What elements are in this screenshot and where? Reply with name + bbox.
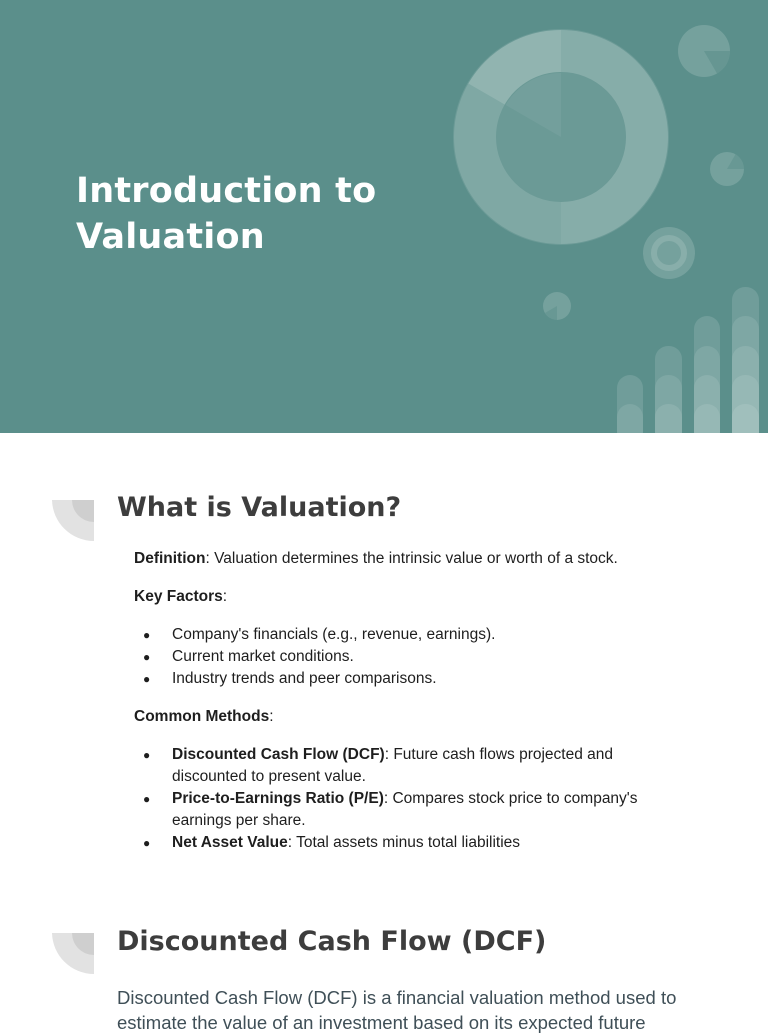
list-item: ● Industry trends and peer comparisons. (134, 668, 674, 690)
method-description: : Compares stock price to company's earnings per share. (172, 790, 638, 829)
key-factors-list (134, 624, 674, 690)
list-item (134, 788, 674, 832)
list-item (134, 744, 674, 788)
valuation-content (134, 548, 674, 870)
page-title (76, 168, 376, 260)
dcf-intro-paragraph: Discounted Cash Flow (DCF) is a financial valuation method used to estimate the value of an investment based on its expected future (117, 987, 677, 1033)
list-item: ● Current market conditions. (134, 646, 674, 668)
method-name: Net Asset Value (172, 834, 288, 851)
hero-banner (0, 0, 768, 433)
common-methods-label: Common Methods (134, 708, 270, 725)
title-line-1: Introduction to (76, 171, 377, 211)
section-quarter-icon (52, 497, 96, 543)
bar-chart-icon (617, 287, 759, 433)
key-factors-heading (134, 586, 674, 608)
common-methods-heading (134, 706, 674, 728)
ring-icon (643, 227, 695, 279)
definition-label: Definition (134, 550, 206, 567)
list-item: ● Company's financials (e.g., revenue, earnings). (134, 624, 674, 646)
method-name: Discounted Cash Flow (DCF) (172, 746, 385, 763)
list-item (134, 832, 674, 854)
method-description: : Future cash flows projected and discounted to present value. (172, 746, 614, 785)
section-quarter-icon (52, 930, 96, 976)
common-methods-list (134, 744, 674, 854)
section-heading-dcf: Discounted Cash Flow (DCF) (117, 926, 547, 957)
definition-text: : Valuation determines the intrinsic value or worth of a stock. (205, 550, 618, 567)
key-factors-suffix: : (222, 588, 228, 605)
section-heading-valuation: What is Valuation? (117, 492, 402, 523)
small-pie-icon (710, 152, 744, 186)
method-name: Price-to-Earnings Ratio (P/E) (172, 790, 384, 807)
common-methods-suffix: : (269, 708, 274, 725)
key-factors-label: Key Factors (134, 588, 223, 605)
pie-chart-icon (678, 25, 730, 77)
tiny-pie-icon (543, 292, 571, 320)
title-line-2: Valuation (76, 217, 265, 257)
method-description: : Total assets minus total liabilities (287, 834, 521, 851)
definition-paragraph (134, 548, 674, 570)
donut-chart-icon (453, 29, 669, 245)
